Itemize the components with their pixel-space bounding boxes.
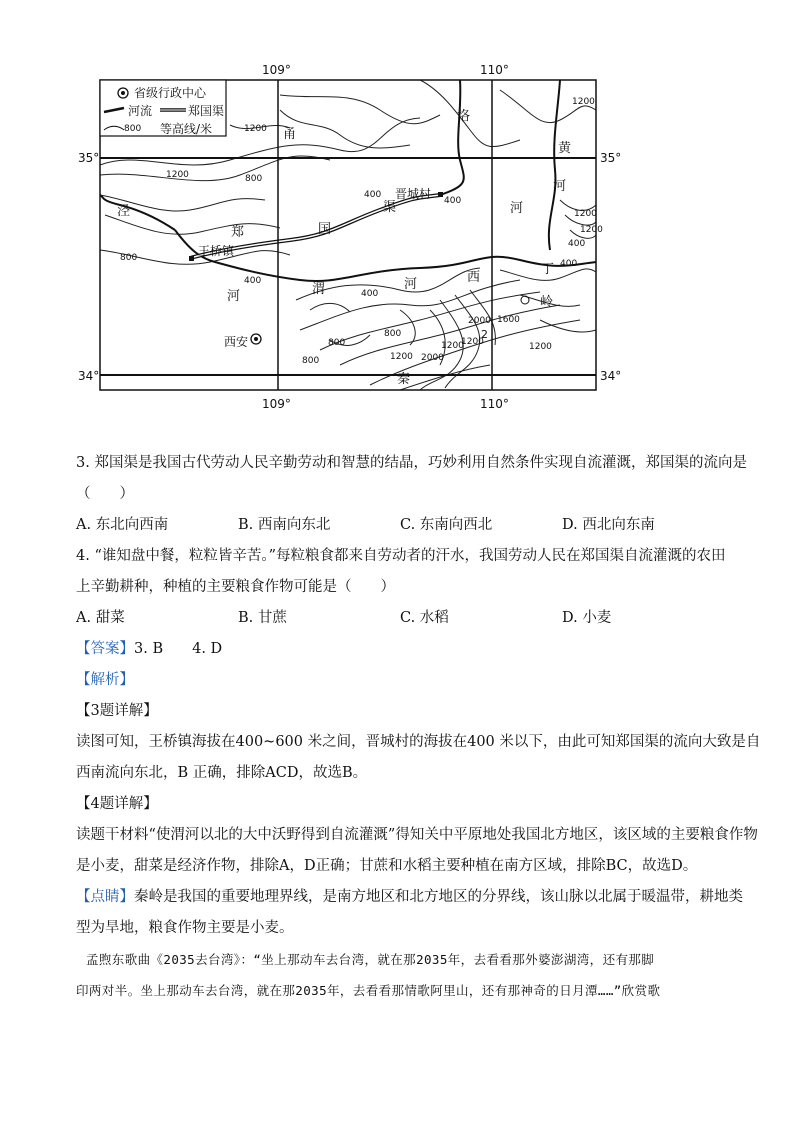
char-he4: 河	[510, 201, 524, 216]
char-jing: 泾	[117, 204, 131, 219]
lon-109-bottom: 109°	[262, 397, 291, 411]
jincheng-marker	[438, 192, 443, 197]
q4-option-d: D. 小麦	[562, 610, 612, 626]
detail-3-line1: 读图可知，王桥镇海拔在400~600 米之间，晋城村的海拔在400 米以下，由此可知郑国渠的流向大致是自	[76, 734, 761, 750]
contour-label: 400	[361, 289, 379, 299]
contour-label: 800	[302, 356, 320, 366]
q3-stem-line1: 3. 郑国渠是我国古代劳动人民辛勤劳动和智慧的结晶，巧妙利用自然条件实现自流灌溉，郑国渠的流向是	[76, 455, 747, 471]
char-er: 2	[481, 328, 488, 341]
passage-line2: 印两对半。坐上那动车去台湾，就在那2035年，去看看那情歌阿里山，还有那神奇的日月潭……”欣赏歌	[76, 983, 661, 998]
contour-label: 800	[120, 253, 138, 263]
capital-symbol-dot	[121, 91, 125, 95]
q4-stem-line2: 上辛勤耕种，种植的主要粮食作物可能是（ ）	[76, 579, 395, 595]
contour-label: 1200	[572, 97, 595, 107]
q3-option-d: D. 西北向东南	[562, 517, 655, 533]
note-line2: 型为旱地，粮食作物主要是小麦。	[76, 920, 294, 936]
detail-4-line1: 读题干材料“使渭河以北的大中沃野得到自流灌溉”得知关中平原地处我国北方地区，该区域的主要粮食作物	[76, 827, 758, 843]
place-wangqiao: 王桥镇	[198, 244, 235, 258]
contour-label: 2000	[468, 316, 491, 326]
contour-label: 1200	[244, 124, 267, 134]
char-he2: 河	[404, 277, 418, 292]
contour-label: 800	[328, 338, 346, 348]
q3-stem-line2: （ ）	[76, 486, 134, 502]
contour-label: 800	[245, 174, 263, 184]
detail-4-title: 【4题详解】	[76, 796, 158, 812]
contour-label: 400	[560, 259, 578, 269]
char-ling: 岭	[540, 295, 554, 310]
contour-label: 1200	[461, 337, 484, 347]
lat-35-left: 35°	[78, 151, 100, 165]
contour-label: 800	[384, 329, 402, 339]
lat-34-left: 34°	[78, 369, 100, 383]
q3-options	[76, 510, 726, 541]
q4-option-a: A. 甜菜	[76, 610, 125, 626]
contour-label: 400	[364, 190, 382, 200]
lat-35-right: 35°	[600, 151, 622, 165]
wangqiao-marker	[189, 256, 194, 261]
lon-110-top: 110°	[480, 63, 509, 77]
legend-river: 河流	[128, 104, 153, 118]
char-xi: 西	[467, 270, 481, 285]
q3-option-b: B. 西南向东北	[238, 517, 331, 533]
char-huang: 黄	[558, 141, 572, 156]
contour-label: 1200	[166, 170, 189, 180]
note-text: 秦岭是我国的重要地理界线，是南方地区和北方地区的分界线，该山脉以北属于暖温带，耕地类	[134, 889, 743, 905]
q4-options	[76, 603, 726, 634]
q4-option-c: C. 水稻	[400, 610, 449, 626]
place-xian: 西安	[224, 335, 249, 349]
passage-line1: 孟煦东歌曲《2035去台湾》：“坐上那动车去台湾，就在那2035年，去看看那外婆澎湖湾，还有那脚	[86, 952, 655, 967]
answer-text: 3. B 4. D	[134, 641, 223, 657]
q3-option-a: A. 东北向西南	[76, 517, 169, 533]
char-luo: 洛	[457, 109, 471, 124]
q4-option-b: B. 甘蔗	[238, 610, 287, 626]
legend-contour-value: 800	[124, 124, 142, 134]
char-he3: 河	[553, 179, 567, 194]
lon-109-top: 109°	[262, 63, 291, 77]
answer-line	[76, 634, 726, 665]
topographic-map	[0, 0, 793, 430]
peak-marker	[521, 296, 529, 304]
char-qu: 渠	[383, 200, 397, 215]
contour-label: 400	[444, 196, 462, 206]
contour-label: 1200	[529, 342, 552, 352]
map-drawing	[0, 0, 793, 430]
detail-3-line2: 西南流向东北，B 正确，排除ACD，故选B。	[76, 765, 368, 781]
lon-110-bottom: 110°	[480, 397, 509, 411]
char-he1: 河	[227, 289, 241, 304]
analysis-tag: 【解析】	[76, 672, 134, 688]
xian-marker-dot	[254, 337, 258, 341]
char-zheng: 郑	[231, 225, 245, 240]
contour-label: 1600	[497, 315, 520, 325]
lat-34-right: 34°	[600, 369, 622, 383]
legend-contour: 等高线/米	[160, 122, 213, 136]
document-body	[76, 448, 761, 1006]
note-line1	[76, 882, 743, 913]
char-wei: 渭	[312, 282, 326, 297]
char-ling2: 丁	[541, 262, 555, 277]
char-guo: 国	[318, 222, 332, 237]
contour-label: 1200	[574, 209, 597, 219]
q3-option-c: C. 东南向西北	[400, 517, 493, 533]
legend-capital: 省级行政中心	[134, 86, 207, 100]
contour-label: 1200	[580, 225, 603, 235]
contour-label: 1200	[441, 341, 464, 351]
note-tag: 【点睛】	[76, 889, 134, 905]
place-jincheng: 晋城村	[395, 187, 432, 201]
q4-stem-line1: 4. “谁知盘中餐，粒粒皆辛苦。”每粒粮食都来自劳动者的汗水，我国劳动人民在郑国渠自流灌溉的农田	[76, 548, 726, 564]
legend-canal: 郑国渠	[188, 104, 225, 118]
char-yong: 甬	[283, 127, 297, 142]
contour-label: 400	[568, 239, 586, 249]
char-qin: 秦	[397, 372, 411, 387]
detail-3-title: 【3题详解】	[76, 703, 158, 719]
contour-label: 400	[244, 276, 262, 286]
detail-4-line2: 是小麦，甜菜是经济作物，排除A，D正确；甘蔗和水稻主要种植在南方区域，排除BC，故选D。	[76, 858, 698, 874]
answer-tag: 【答案】	[76, 641, 134, 657]
contour-label: 2000	[421, 353, 444, 363]
contour-label: 1200	[390, 352, 413, 362]
